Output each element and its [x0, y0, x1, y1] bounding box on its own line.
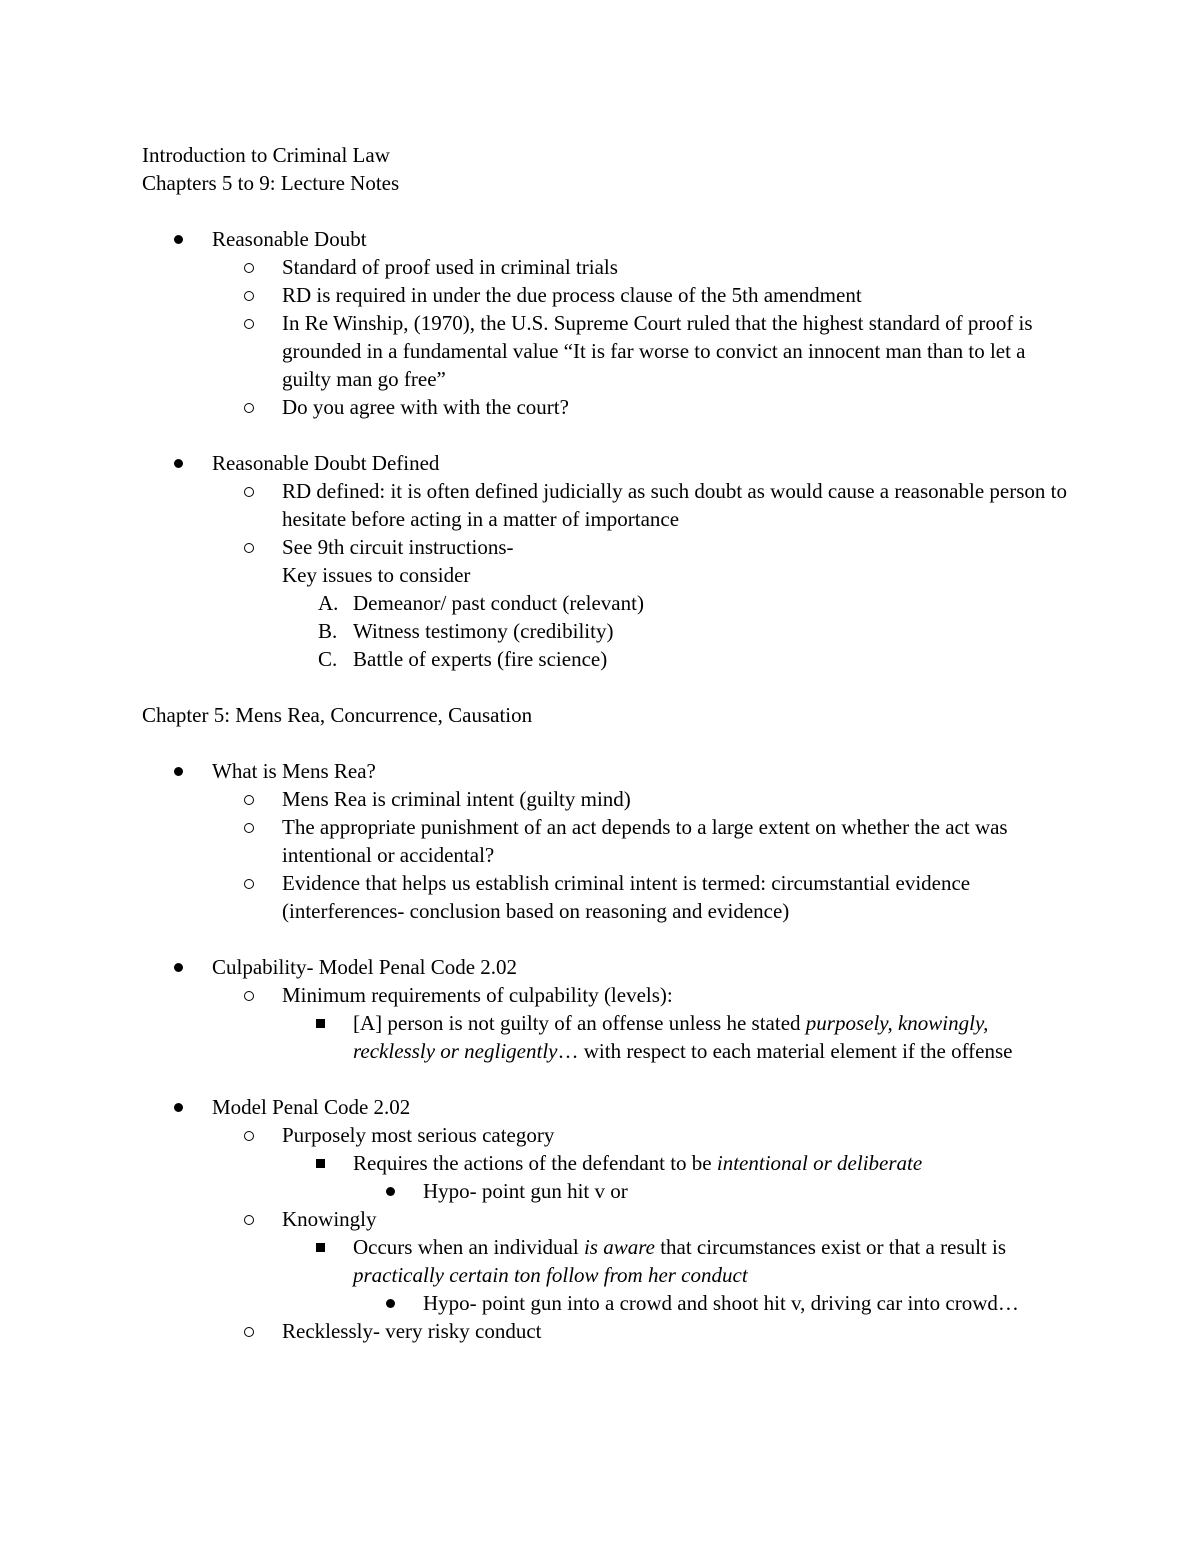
list-item-text: RD defined: it is often defined judicially as such doubt as would cause a reasonable person to hesitate before acting in a matter of importance: [282, 479, 1067, 531]
filled-bullet-icon: [168, 953, 188, 981]
list-item-text: In Re Winship, (1970), the U.S. Supreme Court ruled that the highest standard of proof is grounded in a fundamental value “It is far worse to convict an innocent man than to let a guilty man go free”: [282, 311, 1033, 391]
list-item: [142, 1121, 1072, 1149]
list-item: [142, 1233, 1072, 1289]
list-item-text: RD is required in under the due process clause of the 5th amendment: [282, 283, 862, 307]
list-item-text: Purposely most serious category: [282, 1123, 555, 1147]
lettered-item-text: Battle of experts (fire science): [353, 647, 608, 671]
hollow-bullet-icon: [239, 981, 259, 1009]
list-item: [142, 449, 1072, 477]
list-item: [142, 869, 1072, 925]
hollow-bullet-icon: [239, 477, 259, 505]
list-item-text: Mens Rea is criminal intent (guilty mind): [282, 787, 631, 811]
lettered-item: [142, 645, 1072, 673]
square-bullet-icon: [310, 1233, 330, 1261]
list-item: [142, 225, 1072, 253]
list-item-text: Knowingly: [282, 1207, 377, 1231]
hollow-bullet-icon: [239, 1121, 259, 1149]
list-item: [142, 1205, 1072, 1233]
filled-bullet-icon: [168, 449, 188, 477]
list-item: [142, 1093, 1072, 1121]
hollow-bullet-icon: [239, 869, 259, 897]
hollow-bullet-icon: [239, 813, 259, 841]
list-item: [142, 785, 1072, 813]
filled-bullet-icon: [168, 225, 188, 253]
list-item: [142, 757, 1072, 785]
list-item: [142, 1289, 1072, 1317]
square-bullet-icon: [310, 1149, 330, 1177]
list-item-text: Hypo- point gun into a crowd and shoot hit v, driving car into crowd…: [423, 1291, 1019, 1315]
section-heading: What is Mens Rea?: [212, 759, 376, 783]
document-page: [142, 141, 1072, 1345]
lettered-item-text: Witness testimony (credibility): [353, 619, 614, 643]
document-subtitle: Chapters 5 to 9: Lecture Notes: [142, 171, 400, 195]
list-item: [142, 281, 1072, 309]
section-heading: Reasonable Doubt: [212, 227, 367, 251]
square-bullet-icon: [310, 1009, 330, 1037]
list-item: [142, 477, 1072, 533]
list-item-text: Recklessly- very risky conduct: [282, 1319, 542, 1343]
lettered-item: [142, 617, 1072, 645]
list-item-text: Do you agree with with the court?: [282, 395, 569, 419]
hollow-bullet-icon: [239, 309, 259, 337]
list-item: [142, 1009, 1072, 1065]
list-item-text: Occurs when an individual is aware that circumstances exist or that a result is practically certain ton follow from her conduct: [353, 1235, 1007, 1287]
list-item: [142, 953, 1072, 981]
list-item: [142, 393, 1072, 421]
list-item: [142, 1317, 1072, 1345]
item-letter: A.: [318, 591, 339, 615]
document-title: Introduction to Criminal Law: [142, 143, 390, 167]
list-item: [142, 1149, 1072, 1177]
hollow-bullet-icon: [239, 1317, 259, 1345]
list-item-text: See 9th circuit instructions-: [282, 535, 514, 559]
list-item-text: Evidence that helps us establish criminal intent is termed: circumstantial evidence (interferences- conclusion based on reasoning and evidence): [282, 871, 971, 923]
list-item-text: [A] person is not guilty of an offense unless he stated purposely, knowingly, recklessly or negligently… with respect to each material element if the offense: [353, 1011, 1013, 1063]
list-item-continuation: Key issues to consider: [282, 563, 471, 587]
hollow-bullet-icon: [239, 281, 259, 309]
lettered-item-text: Demeanor/ past conduct (relevant): [353, 591, 644, 615]
filled-bullet-icon: [380, 1177, 400, 1205]
hollow-bullet-icon: [239, 393, 259, 421]
section-heading: Culpability- Model Penal Code 2.02: [212, 955, 518, 979]
lettered-item: [142, 589, 1072, 617]
list-item: [142, 253, 1072, 281]
hollow-bullet-icon: [239, 785, 259, 813]
filled-bullet-icon: [168, 1093, 188, 1121]
item-letter: B.: [318, 619, 338, 643]
list-item-text: Standard of proof used in criminal trials: [282, 255, 618, 279]
list-item-text: Requires the actions of the defendant to be intentional or deliberate: [353, 1151, 923, 1175]
hollow-bullet-icon: [239, 1205, 259, 1233]
filled-bullet-icon: [380, 1289, 400, 1317]
list-item: [142, 533, 1072, 561]
hollow-bullet-icon: [239, 533, 259, 561]
chapter-title: Chapter 5: Mens Rea, Concurrence, Causation: [142, 703, 533, 727]
list-item-text: The appropriate punishment of an act depends to a large extent on whether the act was intentional or accidental?: [282, 815, 1008, 867]
list-item: [142, 309, 1072, 393]
section-heading: Model Penal Code 2.02: [212, 1095, 411, 1119]
list-item: [142, 1177, 1072, 1205]
filled-bullet-icon: [168, 757, 188, 785]
list-item-text: Minimum requirements of culpability (levels):: [282, 983, 673, 1007]
list-item-text: Hypo- point gun hit v or: [423, 1179, 628, 1203]
section-heading: Reasonable Doubt Defined: [212, 451, 440, 475]
list-item: [142, 981, 1072, 1009]
item-letter: C.: [318, 647, 338, 671]
hollow-bullet-icon: [239, 253, 259, 281]
list-item: [142, 813, 1072, 869]
